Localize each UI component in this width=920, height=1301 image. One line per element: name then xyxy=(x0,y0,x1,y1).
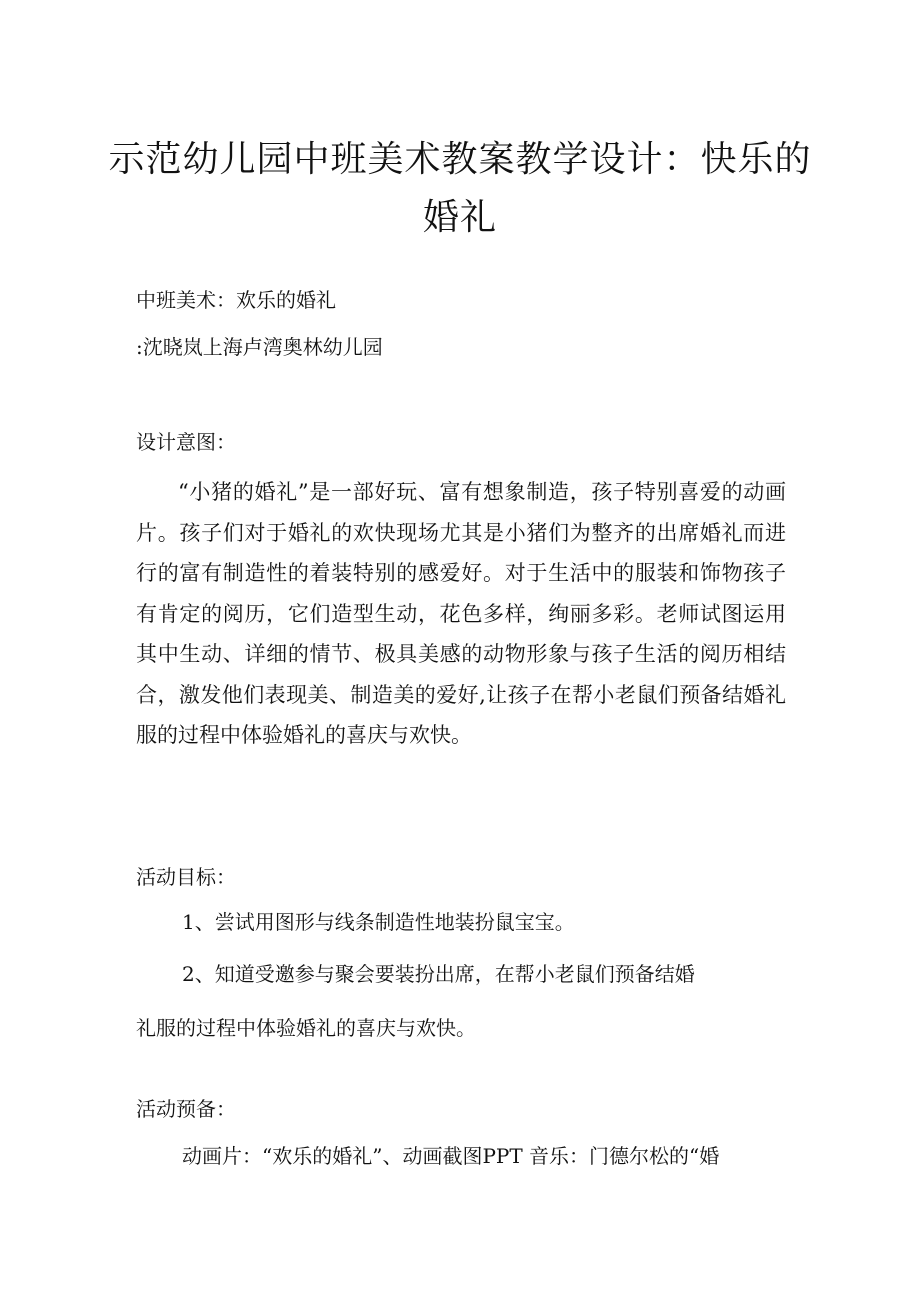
design-intent-heading: 设计意图： xyxy=(136,430,236,454)
activity-goals-heading: 活动目标： xyxy=(136,865,236,889)
document-title-line-1: 示范幼儿园中班美术教案教学设计：快乐的 xyxy=(108,139,812,180)
document-title-line-2: 婚礼 xyxy=(422,197,497,238)
activity-prep-heading: 活动预备： xyxy=(136,1097,236,1121)
design-intent-paragraph: “小猪的婚礼”是一部好玩、富有想象制造，孩子特别喜爱的动画片。孩子们对于婚礼的欢快现场尤其是小猪们为整齐的出席婚礼而进行的富有制造性的着装特别的感爱好。对于生活中的服装和饰物孩子有肯定的阅历，它们造型生动，花色多样，绚丽多彩。老师试图运用其中生动、详细的情节、极具美感的动物形象与孩子生活的阅历相结合，激发他们表现美、制造美的爱好,让孩子在帮小老鼠们预备结婚礼服的过程中体验婚礼的喜庆与欢快。 xyxy=(136,480,786,747)
goal-item-2-line-2: 礼服的过程中体验婚礼的喜庆与欢快。 xyxy=(136,1016,476,1040)
subtitle: 中班美术：欢乐的婚礼 xyxy=(136,288,336,312)
activity-prep-line: 动画片：“欢乐的婚礼”、动画截图PPT 音乐：门德尔松的“婚 xyxy=(182,1144,720,1168)
goal-item-1: 1、尝试用图形与线条制造性地装扮鼠宝宝。 xyxy=(182,910,575,934)
goal-item-2-line-1: 2、知道受邀参与聚会要装扮出席，在帮小老鼠们预备结婚 xyxy=(182,962,695,986)
author-line: :沈晓岚上海卢湾奥林幼儿园 xyxy=(136,335,383,359)
